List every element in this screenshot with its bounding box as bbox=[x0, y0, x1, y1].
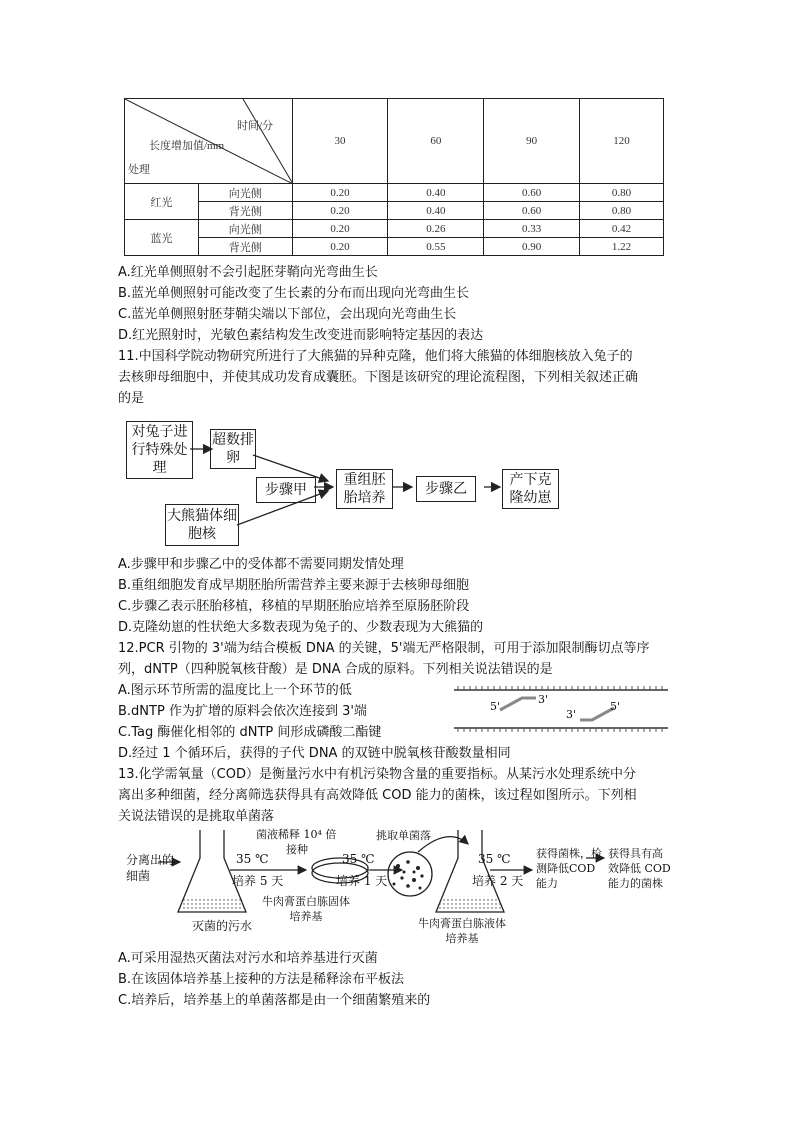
culture-1-day: 培养 1 天 bbox=[336, 874, 388, 888]
liquid-medium-label: 牛肉膏蛋白胨液体培养基 bbox=[418, 917, 506, 945]
isolated-bacteria-label: 分离出的细菌 bbox=[126, 853, 175, 883]
q11-stem-1: 11.中国科学院动物研究所进行了大熊猫的异种克隆，他们将大熊猫的体细胞核放入兔子的 bbox=[118, 349, 633, 364]
primer-2 bbox=[580, 708, 614, 720]
table-cell: 1.22 bbox=[580, 238, 664, 256]
q11-option-c: C.步骤乙表示胚胎移植，移植的早期胚胎应培养至原肠胚阶段 bbox=[118, 599, 470, 614]
inoculate-label: 接种 bbox=[286, 843, 308, 856]
rabbit-treatment-box: 对兔子进行特殊处理 bbox=[126, 421, 193, 479]
q13-option-c: C.培养后，培养基上的单菌落都是由一个细菌繁殖来的 bbox=[118, 993, 431, 1008]
side-label: 背光侧 bbox=[198, 202, 292, 220]
table-cell: 0.90 bbox=[484, 238, 580, 256]
q13-stem-3: 关说法错误的是挑取单菌落 bbox=[118, 809, 275, 824]
q10-option-c: C.蓝光单侧照射胚芽鞘尖端以下部位，会出现向光弯曲生长 bbox=[118, 307, 457, 322]
q11-option-d: D.克隆幼崽的性状绝大多数表现为兔子的、少数表现为大熊猫的 bbox=[118, 620, 484, 635]
table-cell: 0.40 bbox=[388, 202, 484, 220]
time-90: 90 bbox=[484, 99, 580, 184]
table-cell: 0.20 bbox=[292, 238, 388, 256]
table-cell: 0.40 bbox=[388, 184, 484, 202]
primer2-3prime: 3' bbox=[566, 708, 577, 721]
light-red: 红光 bbox=[125, 184, 199, 220]
header-time: 时间/分 bbox=[237, 120, 274, 132]
q13-stem-2: 离出多种细菌，经分离筛选获得具有高效降低 COD 能力的菌株，该过程如图所示。下列相 bbox=[118, 788, 637, 803]
time-120: 120 bbox=[580, 99, 664, 184]
temp-label-3: 35 ℃ bbox=[478, 852, 511, 866]
embryo-culture-box: 重组胚胎培养 bbox=[336, 469, 393, 509]
q13-option-a: A.可采用湿热灭菌法对污水和培养基进行灭菌 bbox=[118, 951, 378, 966]
colony-plate bbox=[388, 852, 432, 896]
table-cell: 0.60 bbox=[484, 184, 580, 202]
table-corner-header bbox=[125, 99, 293, 184]
q10-option-d: D.红光照射时，光敏色素结构发生改变进而影响特定基因的表达 bbox=[118, 328, 484, 343]
q10-option-a: A.红光单侧照射不会引起胚芽鞘向光弯曲生长 bbox=[118, 265, 378, 280]
q11-stem-2: 去核卵母细胞中，并使其成功发育成囊胚。下图是该研究的理论流程图，下列相关叙述正确 bbox=[118, 370, 639, 385]
step-b-box: 步骤乙 bbox=[416, 476, 476, 502]
table-cell: 0.60 bbox=[484, 202, 580, 220]
temp-label-1: 35 ℃ bbox=[236, 852, 269, 866]
pick-colony-label: 挑取单菌落 bbox=[376, 829, 431, 842]
final-strain-label: 获得具有高效降低 COD能力的菌株 bbox=[608, 847, 671, 890]
time-60: 60 bbox=[388, 99, 484, 184]
culture-2-days: 培养 2 天 bbox=[472, 874, 524, 888]
q12-option-d: D.经过 1 个循环后，获得的子代 DNA 的双链中脱氧核苷酸数量相同 bbox=[118, 746, 511, 761]
header-length: 长度增加值/mm bbox=[149, 140, 225, 152]
table-cell: 0.33 bbox=[484, 220, 580, 238]
table-cell: 0.20 bbox=[292, 184, 388, 202]
header-treatment: 处理 bbox=[128, 164, 150, 176]
detect-strain-label: 获得菌株，检测降低COD 能力 bbox=[536, 847, 602, 890]
light-blue: 蓝光 bbox=[125, 220, 199, 256]
clone-birth-box: 产下克隆幼崽 bbox=[502, 469, 559, 509]
table-cell: 0.20 bbox=[292, 220, 388, 238]
table-cell: 0.80 bbox=[580, 202, 664, 220]
table-cell: 0.80 bbox=[580, 184, 664, 202]
growth-data-table bbox=[124, 98, 664, 256]
temp-label-2: 35 ℃ bbox=[342, 852, 375, 866]
table-cell: 0.26 bbox=[388, 220, 484, 238]
dna-strands bbox=[452, 684, 672, 734]
table-cell: 0.55 bbox=[388, 238, 484, 256]
q12-stem-1: 12.PCR 引物的 3'端为结合模板 DNA 的关键，5'端无严格限制，可用于添加限制酶切点等序 bbox=[118, 641, 650, 656]
side-label: 向光侧 bbox=[198, 220, 292, 238]
q11-option-b: B.重组细胞发育成早期胚胎所需营养主要来源于去核卵母细胞 bbox=[118, 578, 470, 593]
q13-option-b: B.在该固体培养基上接种的方法是稀释涂布平板法 bbox=[118, 972, 405, 987]
q10-option-b: B.蓝光单侧照射可能改变了生长素的分布而出现向光弯曲生长 bbox=[118, 286, 470, 301]
culture-5-days: 培养 5 天 bbox=[232, 874, 284, 888]
step-a-box: 步骤甲 bbox=[256, 477, 316, 503]
table-cell: 0.42 bbox=[580, 220, 664, 238]
table-cell: 0.20 bbox=[292, 202, 388, 220]
q11-option-a: A.步骤甲和步骤乙中的受体都不需要同期发情处理 bbox=[118, 557, 404, 572]
q12-option-b: B.dNTP 作为扩增的原料会依次连接到 3'端 bbox=[118, 704, 367, 719]
superovulation-box: 超数排卵 bbox=[210, 429, 256, 469]
q11-stem-3: 的是 bbox=[118, 391, 145, 406]
q12-stem-2: 列，dNTP（四种脱氧核苷酸）是 DNA 合成的原料。下列相关说法错误的是 bbox=[118, 662, 553, 677]
time-30: 30 bbox=[292, 99, 388, 184]
q13-stem-1: 13.化学需氧量（COD）是衡量污水中有机污染物含量的重要指标。从某污水处理系统中分 bbox=[118, 767, 636, 782]
primer2-5prime: 5' bbox=[610, 700, 621, 713]
q12-option-a: A.图示环节所需的温度比上一个环节的低 bbox=[118, 683, 352, 698]
side-label: 向光侧 bbox=[198, 184, 292, 202]
primer-1 bbox=[500, 698, 536, 710]
q12-option-c: C.Tag 酶催化相邻的 dNTP 间形成磷酸二酯键 bbox=[118, 725, 382, 740]
sterile-wastewater-label: 灭菌的污水 bbox=[192, 919, 253, 933]
panda-nucleus-box: 大熊猫体细胞核 bbox=[165, 504, 239, 546]
primer1-5prime: 5' bbox=[490, 700, 501, 713]
dilution-label: 菌液稀释 10⁴ 倍 bbox=[256, 828, 337, 841]
primer1-3prime: 3' bbox=[538, 693, 549, 706]
solid-medium-label: 牛肉膏蛋白胨固体培养基 bbox=[262, 895, 350, 923]
side-label: 背光侧 bbox=[198, 238, 292, 256]
